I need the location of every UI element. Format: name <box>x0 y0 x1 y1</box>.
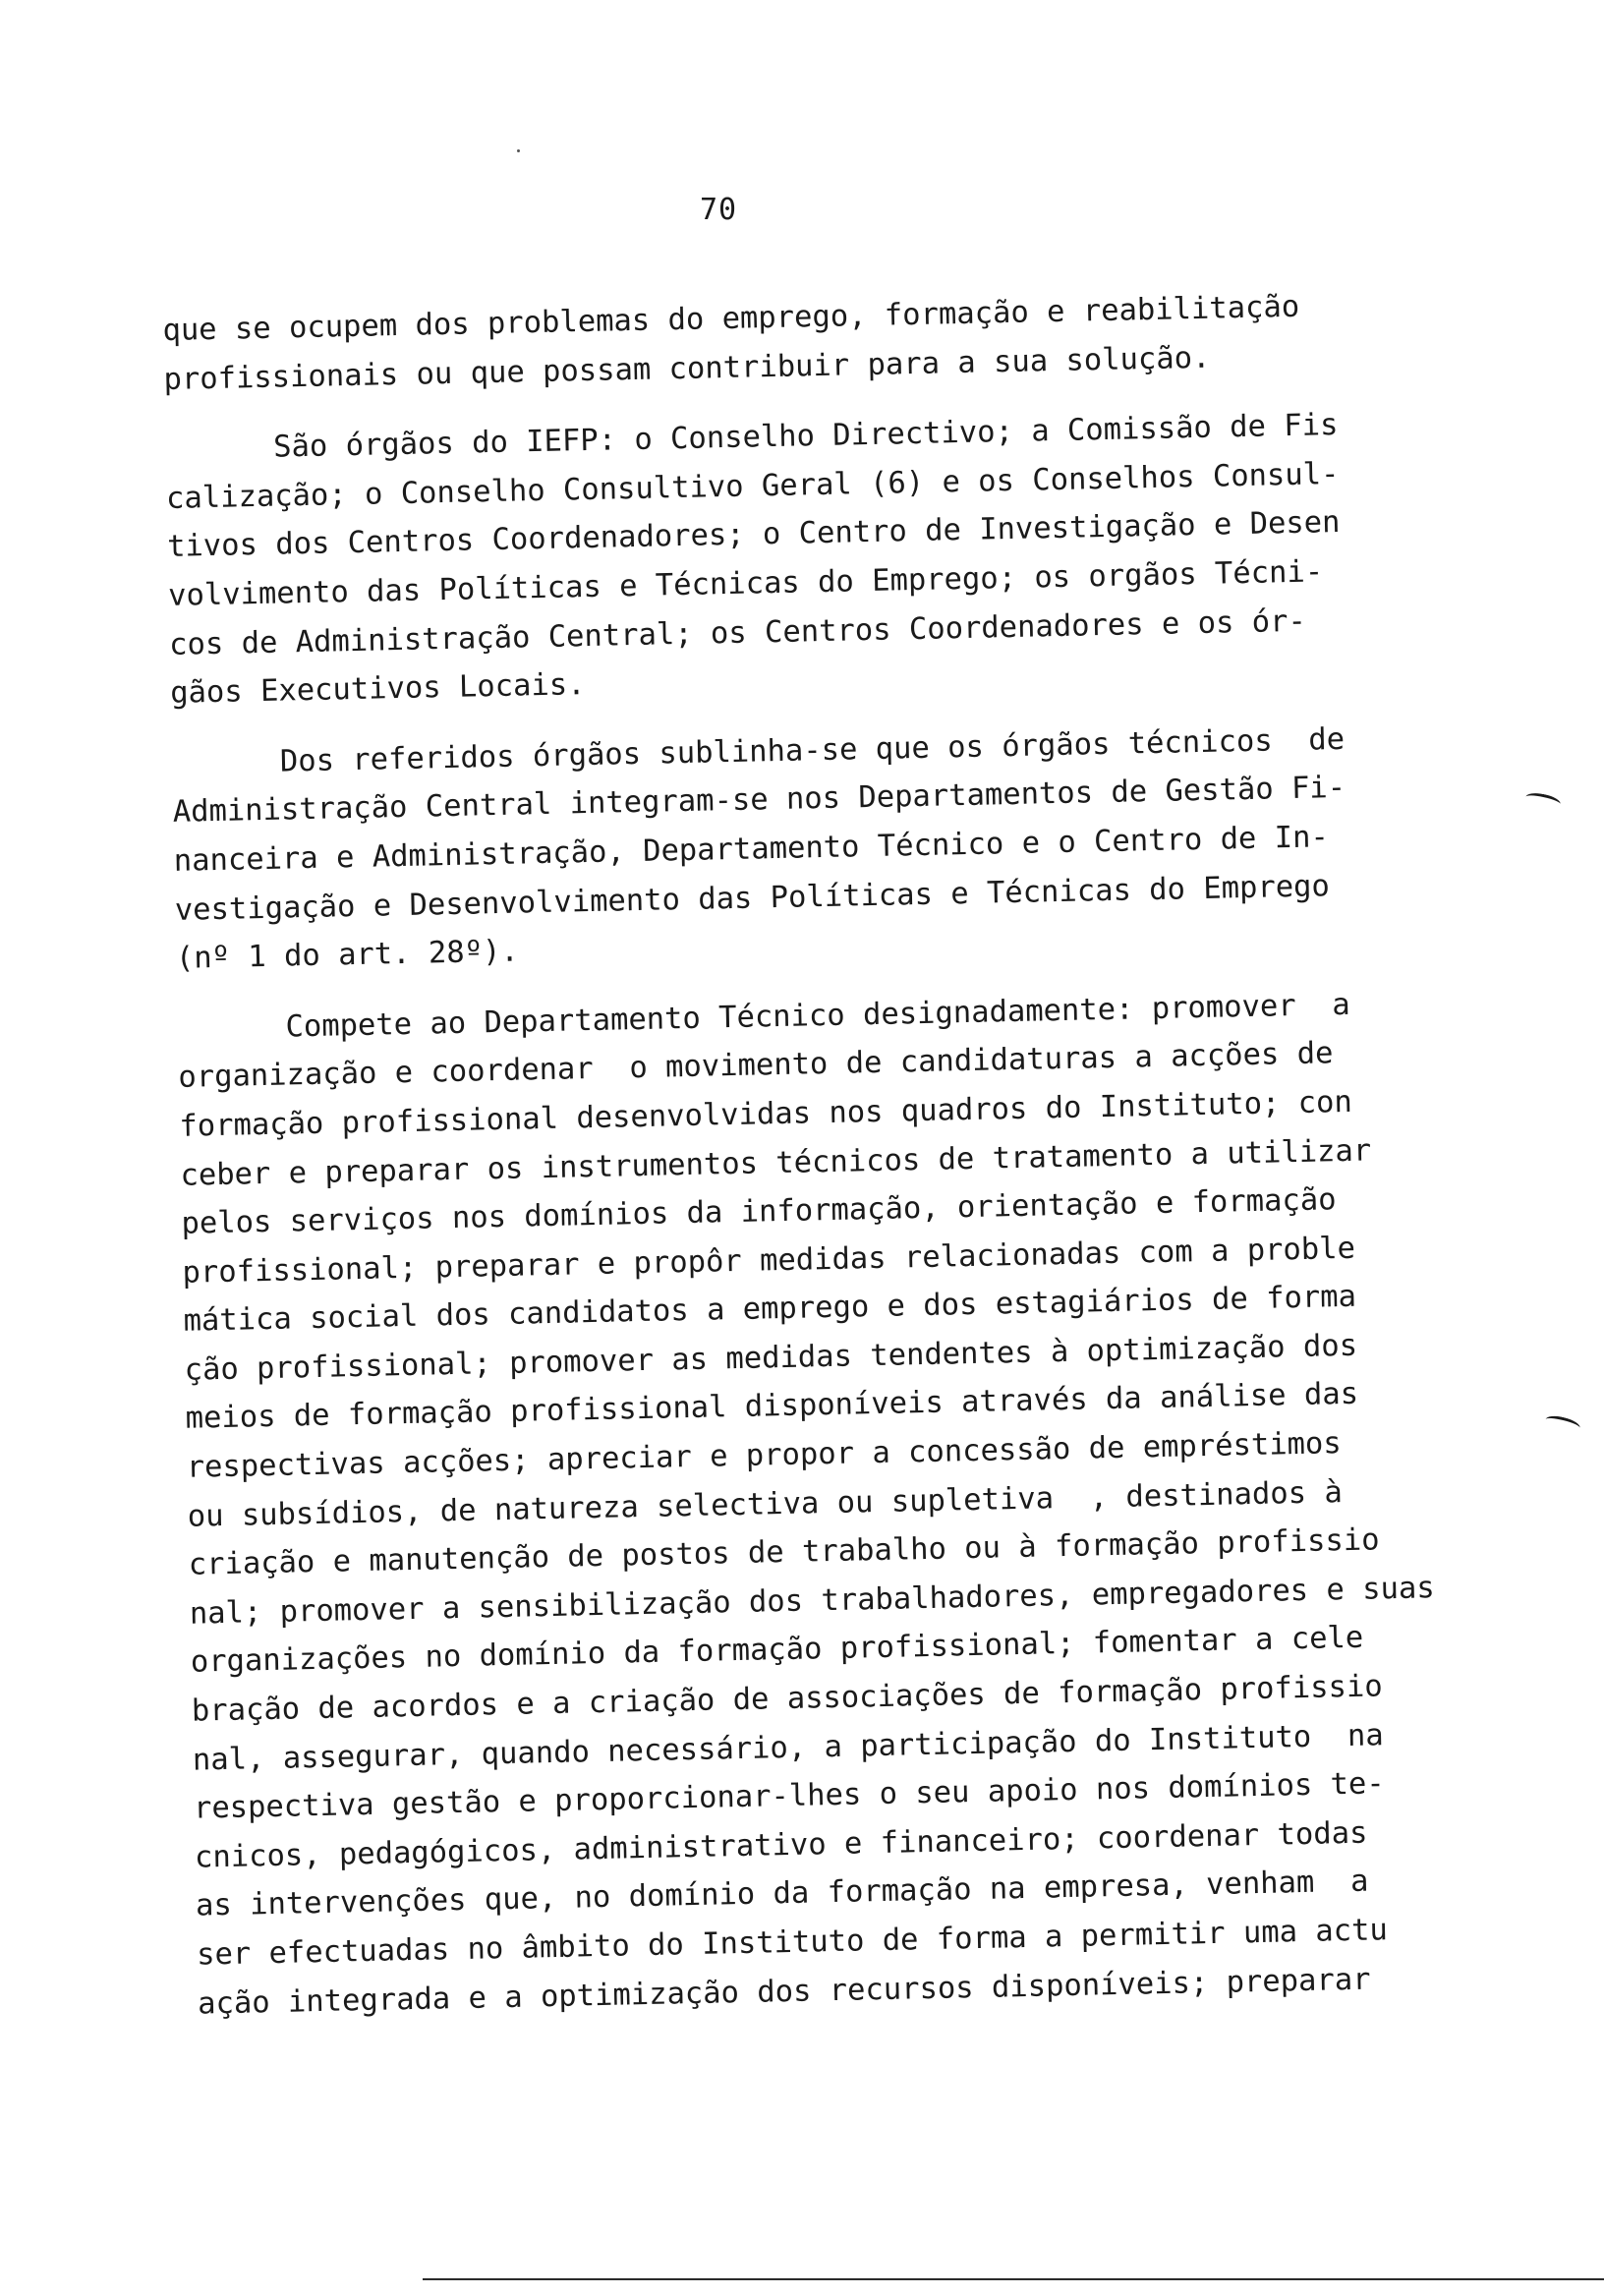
text-line: organização e coordenar o movimento de candidaturas a acções de <box>178 1036 1334 1096</box>
text-line: vestigação e Desenvolvimento das Políticas e Técnicas do Emprego <box>174 868 1331 928</box>
text-line: ceber e preparar os instrumentos técnicos de tratamento a utilizar <box>180 1132 1372 1193</box>
text-line: meios de formação profissional disponíveis através da análise das <box>185 1377 1359 1437</box>
text-line: ser efectuadas no âmbito do Instituto de forma a permitir uma actu <box>196 1913 1389 1973</box>
text-line: nal, assegurar, quando necessário, a participação do Instituto na <box>192 1717 1385 1778</box>
text-line: gãos Executivos Locais. <box>169 667 586 712</box>
text-line: profissional; preparar e propôr medidas relacionadas com a proble <box>182 1231 1356 1291</box>
text-line: respectiva gestão e proporcionar-lhes o seu apoio nos domínios te- <box>193 1766 1386 1826</box>
text-line: calização; o Conselho Consultivo Geral (6) e os Conselhos Consul- <box>165 456 1340 516</box>
text-line: Dos referidos órgãos sublinha-se que os órgãos técnicos de <box>171 721 1346 781</box>
text-line: que se ocupem dos problemas do emprego, formação e reabilitação <box>162 289 1300 348</box>
text-line: bração de acordos e a criação de associações de formação profissio <box>191 1669 1383 1729</box>
text-line: criação e manutenção de postos de trabalho ou à formação profissio <box>188 1522 1380 1582</box>
text-line: tivos dos Centros Coordenadores; o Centro de Investigação e Desen <box>166 505 1341 565</box>
text-line: pelos serviços nos domínios da informação, orientação e formação <box>181 1182 1337 1241</box>
text-line: (nº 1 do art. 28º). <box>175 934 520 976</box>
text-line: ou subsídios, de natureza selectiva ou supletiva , destinados à <box>187 1474 1344 1534</box>
text-line: ção profissional; promover as medidas tendentes à optimização dos <box>184 1328 1358 1388</box>
text-line: formação profissional desenvolvidas nos quadros do Instituto; con <box>179 1084 1353 1144</box>
text-line: as intervenções que, no domínio da formação na empresa, venham a <box>195 1865 1369 1924</box>
text-line: São órgãos do IEFP: o Conselho Directivo; a Comissão de Fis <box>164 408 1339 468</box>
text-line: cnicos, pedagógicos, administrativo e financeiro; coordenar todas <box>194 1815 1368 1875</box>
text-line: mática social dos candidatos a emprego e dos estagiários de forma <box>183 1280 1357 1340</box>
text-line: ação integrada e a optimização dos recursos disponíveis; preparar <box>197 1962 1371 2022</box>
scan-speck <box>517 149 520 152</box>
text-line: respectivas acções; apreciar e propor a concessão de empréstimos <box>186 1426 1343 1485</box>
text-line: Compete ao Departamento Técnico designadamente: promover a <box>177 987 1351 1047</box>
text-line: Administração Central integram-se nos Departamentos de Gestão Fi- <box>172 771 1346 831</box>
text-line: nanceira e Administração, Departamento Técnico e o Centro de In- <box>173 820 1330 879</box>
page-number: 70 <box>700 193 738 227</box>
text-line: cos de Administração Central; os Centros Coordenadores e os ór- <box>168 603 1307 662</box>
bottom-rule <box>423 2278 1604 2280</box>
text-line: nal; promover a sensibilização dos trabalhadores, empregadores e suas <box>189 1571 1435 1632</box>
text-line: organizações no domínio da formação profissional; fomentar a cele <box>190 1621 1364 1681</box>
text-line: profissionais ou que possam contribuir para a sua solução. <box>163 340 1211 397</box>
body-text <box>162 278 1574 2029</box>
text-line: volvimento das Políticas e Técnicas do Emprego; os orgãos Técni- <box>167 554 1324 613</box>
